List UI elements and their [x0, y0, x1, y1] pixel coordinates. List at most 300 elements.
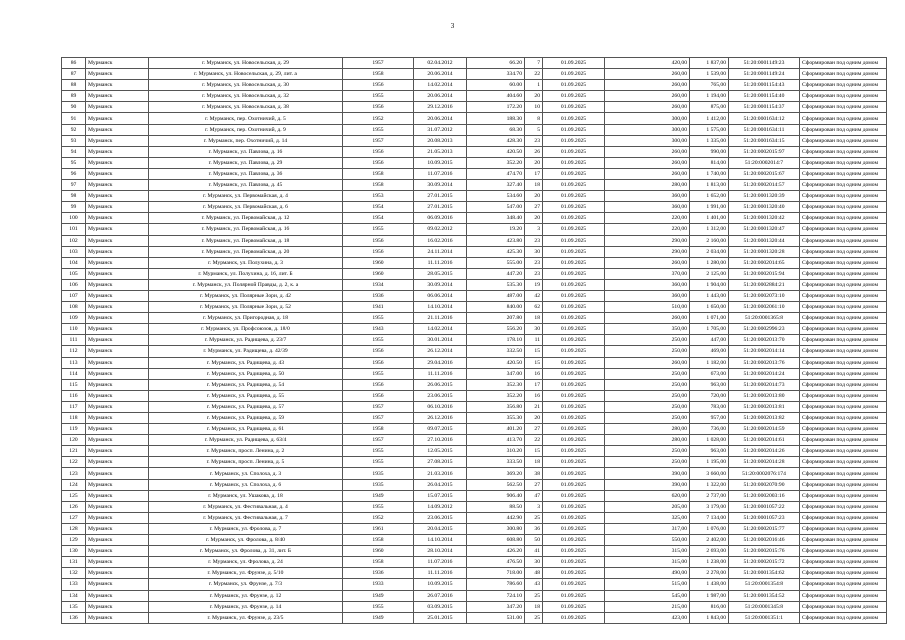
effective-date-cell: 01.09.2025 — [543, 590, 605, 601]
effective-date-cell: 01.09.2025 — [543, 579, 605, 590]
cadastral-number-cell: 51:20:0002013:81 — [729, 401, 800, 412]
status-cell: Сформирован под одним домом — [800, 135, 887, 146]
effective-date-cell: 01.09.2025 — [543, 512, 605, 523]
effective-date-cell: 01.09.2025 — [543, 601, 605, 612]
year-built-cell: 1956 — [343, 346, 414, 357]
year-built-cell: 1935 — [343, 468, 414, 479]
address-cell: г. Мурманск, ул. Павлова, д. 29 — [149, 157, 343, 168]
amount-cell: 1 705,00 — [690, 324, 729, 335]
count-cell: 8 — [525, 113, 543, 124]
date-cell: 10.09.2015 — [414, 157, 467, 168]
row-number-cell: 119 — [62, 424, 86, 435]
area-cell: 352.20 — [467, 157, 525, 168]
rate-cell: 280,00 — [605, 435, 690, 446]
effective-date-cell: 01.09.2025 — [543, 191, 605, 202]
amount-cell: 736,00 — [690, 424, 729, 435]
cadastral-number-cell: 51:20:0002015:77 — [729, 523, 800, 534]
amount-cell: 1 843,00 — [690, 612, 729, 623]
amount-cell: 957,00 — [690, 413, 729, 424]
amount-cell: 1 401,00 — [690, 213, 729, 224]
amount-cell: 963,00 — [690, 446, 729, 457]
status-cell: Сформирован под одним домом — [800, 246, 887, 257]
cadastral-number-cell: 51:20:0001365:8 — [729, 313, 800, 324]
address-cell: г. Мурманск, ул. Профсоюзов, д. 18/0 — [149, 324, 343, 335]
status-cell: Сформирован под одним домом — [800, 180, 887, 191]
area-cell: 207.80 — [467, 313, 525, 324]
address-cell: г. Мурманск, ул. Радищева, д. 54 — [149, 379, 343, 390]
amount-cell: 1 071,00 — [690, 313, 729, 324]
table-row — [62, 501, 887, 512]
cadastral-number-cell: 51:20:0001634:11 — [729, 124, 800, 135]
rate-cell: 250,00 — [605, 413, 690, 424]
count-cell: 20 — [525, 213, 543, 224]
amount-cell: 1 322,00 — [690, 479, 729, 490]
year-built-cell: 1956 — [343, 102, 414, 113]
cadastral-number-cell: 51:20:0001320:44 — [729, 235, 800, 246]
cadastral-number-cell: 51:20:0002014:26 — [729, 446, 800, 457]
amount-cell: 1 028,00 — [690, 435, 729, 446]
area-cell: 413.70 — [467, 435, 525, 446]
rate-cell: 250,00 — [605, 401, 690, 412]
table-row — [62, 579, 887, 590]
address-cell: г. Мурманск, ул. Первомайская, д. 6 — [149, 202, 343, 213]
rate-cell: 510,00 — [605, 302, 690, 313]
date-cell: 06.06.2014 — [414, 290, 467, 301]
count-cell: 3 — [525, 224, 543, 235]
year-built-cell: 1936 — [343, 568, 414, 579]
count-cell: 25 — [525, 512, 543, 523]
amount-cell: 1 280,00 — [690, 257, 729, 268]
cadastral-number-cell: 51:20:0002014:24 — [729, 368, 800, 379]
table-row — [62, 157, 887, 168]
row-number-cell: 116 — [62, 390, 86, 401]
row-number-cell: 107 — [62, 290, 86, 301]
rate-cell: 423,00 — [605, 612, 690, 623]
effective-date-cell: 01.09.2025 — [543, 224, 605, 235]
rate-cell: 250,00 — [605, 379, 690, 390]
date-cell: 27.08.2015 — [414, 457, 467, 468]
row-number-cell: 86 — [62, 58, 86, 69]
effective-date-cell: 01.09.2025 — [543, 501, 605, 512]
row-number-cell: 118 — [62, 413, 86, 424]
city-cell: Мурманск — [86, 279, 149, 290]
table-row — [62, 213, 887, 224]
area-cell: 178.10 — [467, 335, 525, 346]
rate-cell: 215,00 — [605, 601, 690, 612]
amount-cell: 1 575,00 — [690, 124, 729, 135]
amount-cell: 7 134,00 — [690, 512, 729, 523]
cadastral-number-cell: 51:20:0001149:23 — [729, 58, 800, 69]
cadastral-number-cell: 51:20:0002003:16 — [729, 490, 800, 501]
count-cell: 36 — [525, 523, 543, 534]
cadastral-number-cell: 51:20:0002015:72 — [729, 557, 800, 568]
cadastral-number-cell: 51:20:0001320:28 — [729, 246, 800, 257]
row-number-cell: 111 — [62, 335, 86, 346]
cadastral-number-cell: 51:20:0001354:8 — [729, 579, 800, 590]
amount-cell: 2 034,00 — [690, 246, 729, 257]
status-cell: Сформирован под одним домом — [800, 224, 887, 235]
row-number-cell: 123 — [62, 468, 86, 479]
date-cell: 11.11.2016 — [414, 257, 467, 268]
date-cell: 23.06.2015 — [414, 390, 467, 401]
city-cell: Мурманск — [86, 124, 149, 135]
row-number-cell: 130 — [62, 546, 86, 557]
status-cell: Сформирован под одним домом — [800, 446, 887, 457]
address-cell: г. Мурманск, ул. Полярные Зори, д. 42 — [149, 290, 343, 301]
status-cell: Сформирован под одним домом — [800, 235, 887, 246]
row-number-cell: 112 — [62, 346, 86, 357]
amount-cell: 1 195,00 — [690, 457, 729, 468]
date-cell: 14.02.2014 — [414, 324, 467, 335]
count-cell: 26 — [525, 146, 543, 157]
count-cell: 38 — [525, 468, 543, 479]
count-cell: 23 — [525, 135, 543, 146]
address-cell: г. Мурманск, ул. Первомайская, д. 16 — [149, 224, 343, 235]
status-cell: Сформирован под одним домом — [800, 91, 887, 102]
date-cell: 09.07.2015 — [414, 424, 467, 435]
year-built-cell: 1960 — [343, 268, 414, 279]
amount-cell: 1 904,00 — [690, 279, 729, 290]
table-row — [62, 324, 887, 335]
table-row — [62, 612, 887, 623]
address-cell: г. Мурманск, ул. Радищева, д. 50 — [149, 368, 343, 379]
city-cell: Мурманск — [86, 191, 149, 202]
address-cell: г. Мурманск, ул. Радищева, д. 55 — [149, 390, 343, 401]
area-cell: 420.50 — [467, 357, 525, 368]
year-built-cell: 1941 — [343, 302, 414, 313]
city-cell: Мурманск — [86, 535, 149, 546]
row-number-cell: 133 — [62, 579, 86, 590]
year-built-cell: 1955 — [343, 501, 414, 512]
area-cell: 447.20 — [467, 268, 525, 279]
cadastral-number-cell: 51:20:0001634:12 — [729, 113, 800, 124]
status-cell: Сформирован под одним домом — [800, 468, 887, 479]
address-cell: г. Мурманск, ул. Радищева, д. 23/7 — [149, 335, 343, 346]
address-cell: г. Мурманск, ул. Радищева, д. 59 — [149, 413, 343, 424]
table-row — [62, 479, 887, 490]
status-cell: Сформирован под одним домом — [800, 390, 887, 401]
effective-date-cell: 01.09.2025 — [543, 202, 605, 213]
effective-date-cell: 01.09.2025 — [543, 313, 605, 324]
amount-cell: 1 182,00 — [690, 357, 729, 368]
count-cell: 17 — [525, 168, 543, 179]
rate-cell: 250,00 — [605, 446, 690, 457]
city-cell: Мурманск — [86, 424, 149, 435]
amount-cell: 816,00 — [690, 601, 729, 612]
date-cell: 20.06.2014 — [414, 113, 467, 124]
year-built-cell: 1955 — [343, 601, 414, 612]
effective-date-cell: 01.09.2025 — [543, 168, 605, 179]
count-cell: 15 — [525, 357, 543, 368]
count-cell: 5 — [525, 124, 543, 135]
rate-cell: 250,00 — [605, 457, 690, 468]
table-row — [62, 601, 887, 612]
effective-date-cell: 01.09.2025 — [543, 390, 605, 401]
cadastral-number-cell: 51:20:0001154:43 — [729, 80, 800, 91]
row-number-cell: 105 — [62, 268, 86, 279]
row-number-cell: 106 — [62, 279, 86, 290]
cadastral-number-cell: 51:20:0002073:10 — [729, 290, 800, 301]
row-number-cell: 108 — [62, 302, 86, 313]
date-cell: 11.11.2016 — [414, 368, 467, 379]
count-cell: 41 — [525, 546, 543, 557]
count-cell: 17 — [525, 379, 543, 390]
effective-date-cell: 01.09.2025 — [543, 279, 605, 290]
row-number-cell: 129 — [62, 535, 86, 546]
status-cell: Сформирован под одним домом — [800, 590, 887, 601]
address-cell: г. Мурманск, ул. Полухина, д. 16, лит. Б — [149, 268, 343, 279]
date-cell: 03.09.2015 — [414, 601, 467, 612]
cadastral-number-cell: 51:20:0002013:80 — [729, 390, 800, 401]
date-cell: 28.05.2015 — [414, 268, 467, 279]
table-row — [62, 468, 887, 479]
cadastral-number-cell: 51:20:0002996:23 — [729, 324, 800, 335]
effective-date-cell: 01.09.2025 — [543, 91, 605, 102]
area-cell: 334.70 — [467, 69, 525, 80]
area-cell: 906.40 — [467, 490, 525, 501]
effective-date-cell: 01.09.2025 — [543, 335, 605, 346]
address-cell: г. Мурманск, ул. Сполоха, д. 6 — [149, 479, 343, 490]
status-cell: Сформирован под одним домом — [800, 168, 887, 179]
area-cell: 840.00 — [467, 302, 525, 313]
amount-cell: 1 443,00 — [690, 290, 729, 301]
year-built-cell: 1958 — [343, 168, 414, 179]
date-cell: 02.04.2012 — [414, 58, 467, 69]
city-cell: Мурманск — [86, 601, 149, 612]
status-cell: Сформирован под одним домом — [800, 257, 887, 268]
rate-cell: 250,00 — [605, 335, 690, 346]
count-cell: 27 — [525, 479, 543, 490]
date-cell: 27.10.2016 — [414, 435, 467, 446]
date-cell: 21.05.2013 — [414, 146, 467, 157]
rate-cell: 260,00 — [605, 357, 690, 368]
address-cell: г. Мурманск, ул. Ушакова, д. 18 — [149, 490, 343, 501]
date-cell: 30.09.2014 — [414, 180, 467, 191]
cadastral-number-cell: 51:20:0001320:42 — [729, 213, 800, 224]
cadastral-number-cell: 51:20:0002015:76 — [729, 546, 800, 557]
row-number-cell: 87 — [62, 69, 86, 80]
area-cell: 476.50 — [467, 557, 525, 568]
date-cell: 21.03.2016 — [414, 468, 467, 479]
count-cell: 15 — [525, 346, 543, 357]
cadastral-number-cell: 51:20:0001154:40 — [729, 91, 800, 102]
table-row — [62, 568, 887, 579]
effective-date-cell: 01.09.2025 — [543, 124, 605, 135]
table-row — [62, 235, 887, 246]
row-number-cell: 102 — [62, 235, 86, 246]
rate-cell: 280,00 — [605, 424, 690, 435]
status-cell: Сформирован под одним домом — [800, 546, 887, 557]
table-row — [62, 224, 887, 235]
count-cell: 25 — [525, 590, 543, 601]
effective-date-cell: 01.09.2025 — [543, 302, 605, 313]
count-cell: 15 — [525, 446, 543, 457]
area-cell: 423.80 — [467, 235, 525, 246]
status-cell: Сформирован под одним домом — [800, 601, 887, 612]
cadastral-number-cell: 51:20:0001154:37 — [729, 102, 800, 113]
area-cell: 369.20 — [467, 468, 525, 479]
cadastral-number-cell: 51:20:0001354:52 — [729, 590, 800, 601]
address-cell: г. Мурманск, ул. Радищева, д. 61 — [149, 424, 343, 435]
row-number-cell: 122 — [62, 457, 86, 468]
date-cell: 25.01.2015 — [414, 612, 467, 623]
status-cell: Сформирован под одним домом — [800, 146, 887, 157]
cadastral-number-cell: 51:20:0001057:23 — [729, 512, 800, 523]
amount-cell: 2 160,00 — [690, 235, 729, 246]
table-row — [62, 69, 887, 80]
amount-cell: 1 335,00 — [690, 135, 729, 146]
rate-cell: 260,00 — [605, 80, 690, 91]
year-built-cell: 1958 — [343, 180, 414, 191]
cadastral-number-cell: 51:20:0002014:7 — [729, 157, 800, 168]
area-cell: 347.20 — [467, 601, 525, 612]
table-row — [62, 490, 887, 501]
date-cell: 11.11.2016 — [414, 568, 467, 579]
address-cell: г. Мурманск, ул. Радищева, д. 42/39 — [149, 346, 343, 357]
status-cell: Сформирован под одним домом — [800, 113, 887, 124]
area-cell: 332.50 — [467, 346, 525, 357]
city-cell: Мурманск — [86, 290, 149, 301]
date-cell: 06.09.2016 — [414, 213, 467, 224]
table-row — [62, 546, 887, 557]
cadastral-number-cell: 51:20:0002014:61 — [729, 435, 800, 446]
table-row — [62, 379, 887, 390]
status-cell: Сформирован под одним домом — [800, 413, 887, 424]
year-built-cell: 1961 — [343, 523, 414, 534]
amount-cell: 469,00 — [690, 346, 729, 357]
year-built-cell: 1955 — [343, 446, 414, 457]
year-built-cell: 1955 — [343, 335, 414, 346]
status-cell: Сформирован под одним домом — [800, 523, 887, 534]
status-cell: Сформирован под одним домом — [800, 202, 887, 213]
status-cell: Сформирован под одним домом — [800, 302, 887, 313]
cadastral-number-cell: 51:20:0002013:82 — [729, 413, 800, 424]
address-cell: г. Мурманск, ул. Новосельская, д. 38 — [149, 102, 343, 113]
effective-date-cell: 01.09.2025 — [543, 135, 605, 146]
cadastral-number-cell: 51:20:0002014:65 — [729, 257, 800, 268]
effective-date-cell: 01.09.2025 — [543, 401, 605, 412]
rate-cell: 260,00 — [605, 69, 690, 80]
status-cell: Сформирован под одним домом — [800, 568, 887, 579]
area-cell: 348.40 — [467, 213, 525, 224]
status-cell: Сформирован под одним домом — [800, 324, 887, 335]
cadastral-number-cell: 51:20:0002015:94 — [729, 268, 800, 279]
count-cell: 30 — [525, 246, 543, 257]
count-cell: 3 — [525, 501, 543, 512]
date-cell: 09.02.2012 — [414, 224, 467, 235]
date-cell: 16.02.2016 — [414, 235, 467, 246]
year-built-cell: 1955 — [343, 368, 414, 379]
address-cell: г. Мурманск, ул. Фролова, д. 7 — [149, 523, 343, 534]
area-cell: 531.00 — [467, 612, 525, 623]
effective-date-cell: 01.09.2025 — [543, 58, 605, 69]
address-cell: г. Мурманск, ул. Первомайская, д. 18 — [149, 235, 343, 246]
city-cell: Мурманск — [86, 512, 149, 523]
area-cell: 172.20 — [467, 102, 525, 113]
rate-cell: 300,00 — [605, 124, 690, 135]
address-cell: г. Мурманск, ул. Первомайская, д. 4 — [149, 191, 343, 202]
count-cell: 23 — [525, 257, 543, 268]
address-cell: г. Мурманск, ул. Радищева, д. 63/4 — [149, 435, 343, 446]
city-cell: Мурманск — [86, 213, 149, 224]
date-cell: 26.06.2015 — [414, 379, 467, 390]
city-cell: Мурманск — [86, 346, 149, 357]
count-cell: 30 — [525, 324, 543, 335]
cadastral-number-cell: 51:20:0002884:21 — [729, 279, 800, 290]
row-number-cell: 132 — [62, 568, 86, 579]
year-built-cell: 1958 — [343, 424, 414, 435]
effective-date-cell: 01.09.2025 — [543, 546, 605, 557]
address-cell: г. Мурманск, ул. Полярной Правды, д. 2, к. а — [149, 279, 343, 290]
status-cell: Сформирован под одним домом — [800, 102, 887, 113]
count-cell: 10 — [525, 102, 543, 113]
table-row — [62, 91, 887, 102]
city-cell: Мурманск — [86, 413, 149, 424]
effective-date-cell: 01.09.2025 — [543, 324, 605, 335]
rate-cell: 260,00 — [605, 91, 690, 102]
city-cell: Мурманск — [86, 313, 149, 324]
date-cell: 30.01.2014 — [414, 335, 467, 346]
address-cell: г. Мурманск, просп. Ленина, д. 2 — [149, 446, 343, 457]
row-number-cell: 94 — [62, 146, 86, 157]
address-cell: г. Мурманск, ул. Фрунзе, д. 23/5 — [149, 612, 343, 623]
area-cell: 310.20 — [467, 446, 525, 457]
status-cell: Сформирован под одним домом — [800, 124, 887, 135]
year-built-cell: 1955 — [343, 224, 414, 235]
area-cell: 333.50 — [467, 457, 525, 468]
table-row — [62, 413, 887, 424]
table-row — [62, 535, 887, 546]
table-row — [62, 435, 887, 446]
year-built-cell: 1949 — [343, 590, 414, 601]
table-row — [62, 390, 887, 401]
address-cell: г. Мурманск, ул. Новосельская, д. 29, лит. а — [149, 69, 343, 80]
year-built-cell: 1960 — [343, 257, 414, 268]
table-row — [62, 523, 887, 534]
status-cell: Сформирован под одним домом — [800, 612, 887, 623]
address-cell: г. Мурманск, ул. Фестивальная, д. 4 — [149, 501, 343, 512]
area-cell: 724.10 — [467, 590, 525, 601]
date-cell: 14.09.2012 — [414, 501, 467, 512]
year-built-cell: 1952 — [343, 512, 414, 523]
amount-cell: 3 660,00 — [690, 468, 729, 479]
effective-date-cell: 01.09.2025 — [543, 257, 605, 268]
amount-cell: 990,00 — [690, 146, 729, 157]
rate-cell: 260,00 — [605, 157, 690, 168]
table-row — [62, 124, 887, 135]
table-row — [62, 290, 887, 301]
year-built-cell: 1956 — [343, 379, 414, 390]
year-built-cell: 1955 — [343, 313, 414, 324]
table-row — [62, 202, 887, 213]
count-cell: 27 — [525, 202, 543, 213]
effective-date-cell: 01.09.2025 — [543, 213, 605, 224]
table-row — [62, 401, 887, 412]
year-built-cell: 1957 — [343, 401, 414, 412]
table-row — [62, 102, 887, 113]
address-cell: г. Мурманск, ул. Фестивальная, д. 7 — [149, 512, 343, 523]
area-cell: 535.30 — [467, 279, 525, 290]
row-number-cell: 96 — [62, 168, 86, 179]
city-cell: Мурманск — [86, 224, 149, 235]
effective-date-cell: 01.09.2025 — [543, 523, 605, 534]
area-cell: 404.60 — [467, 91, 525, 102]
area-cell: 88.50 — [467, 501, 525, 512]
effective-date-cell: 01.09.2025 — [543, 113, 605, 124]
cadastral-number-cell: 51:20:0002014:57 — [729, 180, 800, 191]
rate-cell: 545,00 — [605, 590, 690, 601]
cadastral-number-cell: 51:20:0002070:90 — [729, 479, 800, 490]
